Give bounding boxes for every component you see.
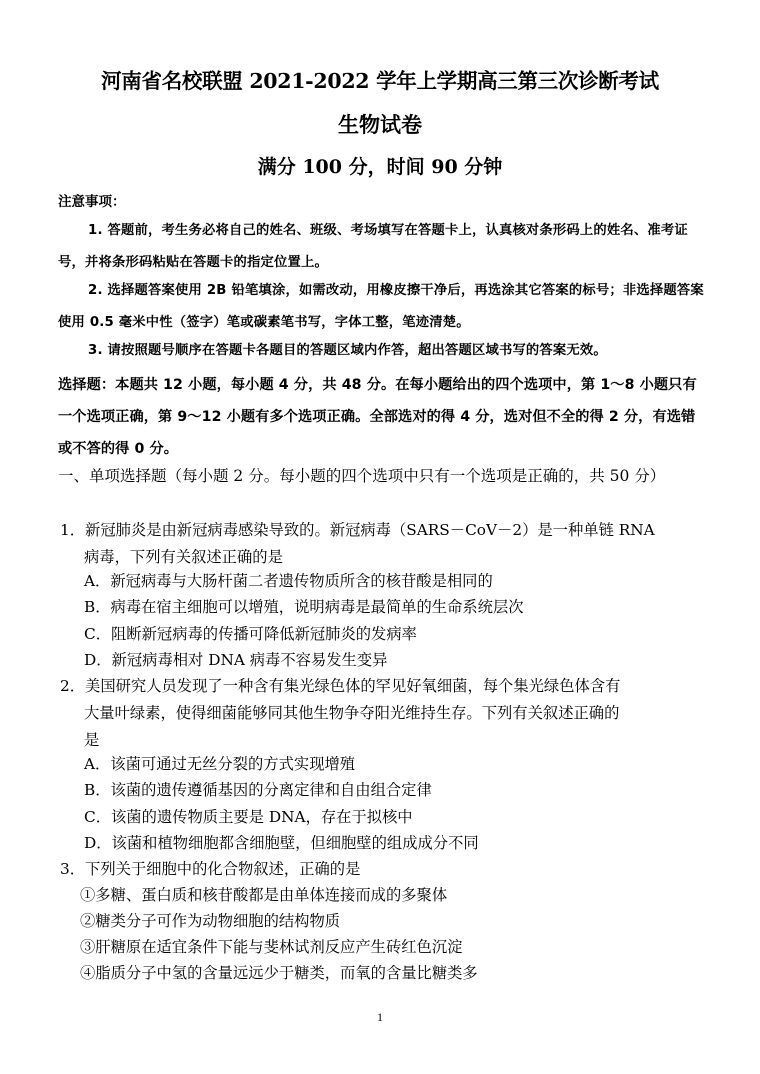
subject-title: 生物试卷 xyxy=(338,112,422,137)
selection-intro: 选择题：本题共 12 小题，每小题 4 分，共 48 分。在每小题给出的四个选项中，第 1～8 小题只有一个选项正确，第 9～12 小题有多个选项正确。全部选对的得 4 分，选对但不全的得 2 分，有选错或不答的得 0 分。 xyxy=(58,377,697,457)
question-1-line-2: 病毒，下列有关叙述正确的是 xyxy=(84,548,283,566)
question-2-option-b: B．该菌的遗传遵循基因的分离定律和自由组合定律 xyxy=(84,781,432,799)
question-3-stem xyxy=(60,856,710,883)
notice-item-3: 3. 请按照题号顺序在答题卡各题目的答题区域内作答，超出答题区域书写的答案无效。 xyxy=(88,343,607,358)
question-1-option-c: C．阻断新冠病毒的传播可降低新冠肺炎的发病率 xyxy=(84,625,417,643)
notice-item-2: 2. 选择题答案使用 2B 铅笔填涂，如需改动，用橡皮擦干净后，再选涂其它答案的标号；非选择题答案使用 0.5 毫米中性（签字）笔或碳素笔书写，字体工整，笔迹清楚。 xyxy=(58,283,704,330)
question-2-stem xyxy=(60,673,710,754)
question-1-line-1: 1．新冠肺炎是由新冠病毒感染导致的。新冠病毒（SARS－CoV－2）是一种单链 RNA xyxy=(60,521,655,539)
notice-heading: 注意事项： xyxy=(58,194,126,210)
question-1-option-b: B．病毒在宿主细胞可以增殖，说明病毒是最简单的生命系统层次 xyxy=(84,598,524,616)
question-3-item-3: ③肝糖原在适宜条件下能与斐林试剂反应产生砖红色沉淀 xyxy=(80,938,463,956)
question-2-option-a: A．该菌可通过无丝分裂的方式实现增殖 xyxy=(84,755,356,773)
question-3-item-4: ④脂质分子中氢的含量远远少于糖类，而氧的含量比糖类多 xyxy=(80,964,478,982)
question-1-option-d: D．新冠病毒相对 DNA 病毒不容易发生变异 xyxy=(84,651,388,669)
question-3-item-2: ②糖类分子可作为动物细胞的结构物质 xyxy=(80,912,341,930)
page-number: 1 xyxy=(377,1010,383,1024)
question-2-line-1: 2．美国研究人员发现了一种含有集光绿色体的罕见好氧细菌，每个集光绿色体含有 xyxy=(60,677,621,695)
question-1-stem xyxy=(60,517,710,571)
question-2-option-d: D．该菌和植物细胞都含细胞壁，但细胞壁的组成成分不同 xyxy=(84,834,479,852)
question-3-item-1: ①多糖、蛋白质和核苷酸都是由单体连接而成的多聚体 xyxy=(80,886,448,904)
question-2-line-2: 大量叶绿素，使得细菌能够同其他生物争夺阳光维持生存。下列有关叙述正确的 xyxy=(84,704,620,722)
question-3-line-1: 3．下列关于细胞中的化合物叙述，正确的是 xyxy=(60,860,361,878)
score-time: 满分 100 分，时间 90 分钟 xyxy=(257,156,503,178)
notice-item-1: 1. 答题前，考生务必将自己的姓名、班级、考场填写在答题卡上，认真核对条形码上的姓名、准考证号，并将条形码粘贴在答题卡的指定位置上。 xyxy=(58,223,688,270)
question-2-line-3: 是 xyxy=(84,731,100,749)
question-1-option-a: A．新冠病毒与大肠杆菌二者遗传物质所含的核苷酸是相同的 xyxy=(84,572,493,590)
question-2-option-c: C．该菌的遗传物质主要是 DNA，存在于拟核中 xyxy=(84,808,413,826)
section-heading-single-choice: 一、单项选择题（每小题 2 分。每小题的四个选项中只有一个选项是正确的，共 50 分） xyxy=(58,467,666,485)
exam-title: 河南省名校联盟 2021-2022 学年上学期高三第三次诊断考试 xyxy=(101,69,659,93)
